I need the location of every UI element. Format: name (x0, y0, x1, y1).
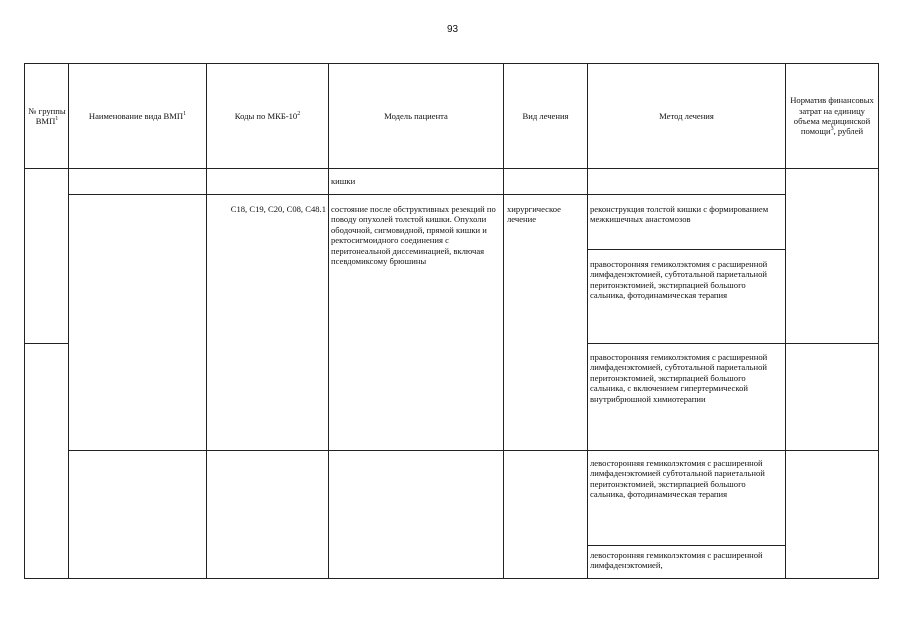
header-patient-model: Модель пациента (384, 110, 448, 121)
patient-model-cell: состояние после обструктивных резекций по поводу опухолей толстой кишки. Опухоли ободочной, сигмовидной, прямой кишки и ректосигмоидного соединения с перитонеальной диссеминацией, включая псевдомиксому брюшины (331, 204, 496, 267)
header-group-no: № группы ВМП$^1$ (28, 105, 66, 126)
treatment-type-cell: хирургическое лечение (507, 204, 561, 225)
method-cell-2: правосторонняя гемиколэктомия с расширенной лимфаденэктомией, субтотальной париетальной перитонэктомией, экстирпацией большого сальника, фотодинамическая терапия (590, 259, 768, 301)
mkb-codes-cell: C18, C19, C20, C08, C48.1 (230, 204, 326, 214)
method-cell-4: левосторонняя гемиколэктомия с расширенной лимфаденэктомией субтотальной париетальной перитонэктомией, экстирпацией большого сальника, фотодинамическая терапия (590, 458, 765, 500)
header-vmp-name: Наименование вида ВМП$^1$ (88, 110, 187, 121)
method-cell-1: реконструкция толстой кишки с формированием межкишечных анастомозов (590, 204, 769, 225)
header-treatment-method: Метод лечения (659, 110, 714, 121)
header-treatment-type: Вид лечения (522, 110, 569, 121)
header-mkb-codes: Коды по МКБ-$10^2$ (234, 110, 301, 121)
header-norm: Норматив финансовых затрат на единицу объема медицинской помощи$^3$, рублей (790, 95, 874, 137)
page-number: 93 (446, 24, 459, 35)
method-cell-3: правосторонняя гемиколэктомия с расширенной лимфаденэктомией, субтотальной париетальной перитонэктомией, экстирпацией большого сальника, с включением гипертермической внутрибрюшной химиотерапии (590, 352, 768, 404)
method-cell-5: левосторонняя гемиколэктомия с расширенной лимфаденэктомией, (590, 550, 763, 571)
patient-model-continuation: кишки (331, 176, 356, 186)
